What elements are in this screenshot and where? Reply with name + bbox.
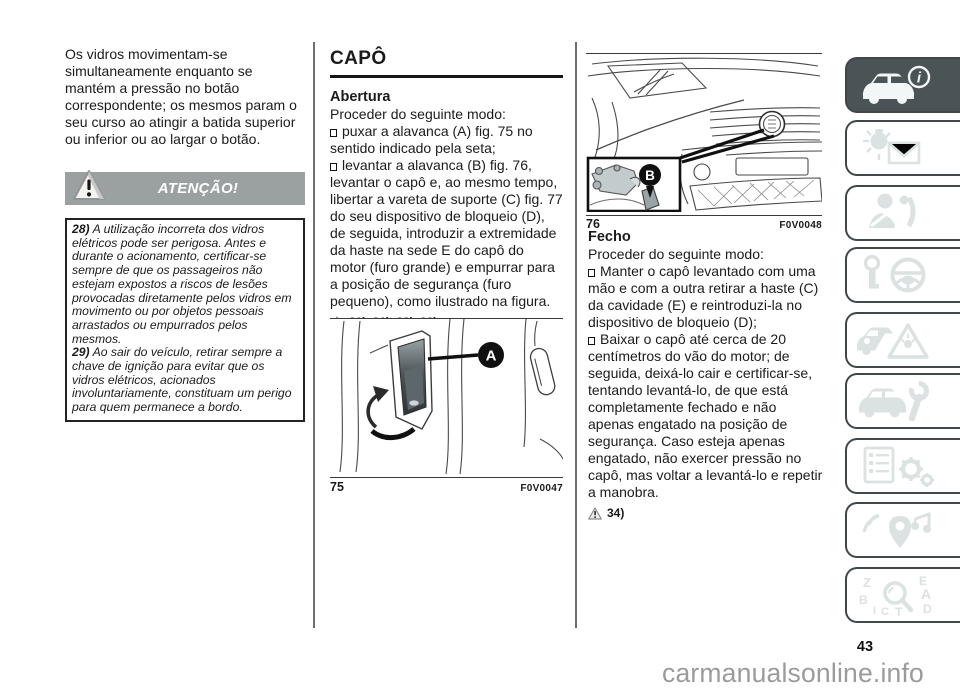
warning-triangle-icon [72,169,106,208]
reference-numbers: 34) [607,506,625,520]
column-divider [575,42,577,628]
sidebar-tab-vehicle-info[interactable] [845,57,960,113]
step-text: levantar a alavanca (B) fig. 76, levantar o capô e, ao mesmo tempo, libertar a vareta de suporte (C) fig. 77 do seu dispositivo de bloqueio (D), de seguida, introduzir a extremidade da haste na sede E do capô do motor (furo grande) e empurrar para a posição de segurança (furo pequeno), como ilustrado na figura. [330,157,563,309]
subsection-title: Fecho [588,229,631,245]
sidebar-tab-dashboard-lights[interactable] [845,120,960,176]
warning-text: Ao sair do veículo, retirar sempre a chave de ignição para evitar que os vidros elétricos, acionados involuntariamente, constituam um perigo para quem permanece a bordo. [72,345,292,415]
small-warning-triangle-icon [588,507,602,520]
warning-number: 29) [72,345,90,360]
alphabetical-index-icon [857,574,945,616]
svg-text:C: C [881,606,889,616]
figure-75-label: A [485,347,497,365]
svg-text:I: I [873,605,877,616]
page-number: 43 [856,639,874,655]
figure-75-caption [330,480,563,494]
procedure-intro: Proceder do seguinte modo: [588,246,764,262]
left-column [65,46,305,422]
car-maintenance-wrench-icon [857,380,945,422]
procedure-step [588,331,824,501]
figure-code: F0V0048 [779,220,822,231]
step-text: Manter o capô levantado com uma mão e com a outra retirar a haste (C) da cavidade (E) e reintroduzi-la no dispositivo de bloqueio (D); [588,263,819,330]
figure-76-hood-latch [586,53,822,216]
key-steering-wheel-icon [857,254,945,296]
step-bullet-icon [588,337,595,345]
emergency-triangle-icon [857,319,945,361]
subsection-title: Abertura [330,89,391,105]
vehicle-info-icon [857,64,945,106]
warning-references [588,506,824,520]
procedure-step [330,123,563,157]
procedure-intro: Proceder do seguinte modo: [330,106,506,122]
sidebar-tab-multimedia[interactable] [845,502,960,558]
section-title: CAPÔ [330,48,563,78]
watermark: carmanualsonline.info [662,658,924,688]
step-bullet-icon [588,269,595,277]
figure-76-label: B [645,168,655,183]
procedure-step [330,157,563,310]
step-bullet-icon [330,163,337,171]
figure-code: F0V0047 [520,483,563,494]
warning-number: 28) [72,222,90,236]
attention-header [65,172,305,205]
middle-column [330,48,563,329]
sidebar-tab-maintenance[interactable] [845,373,960,429]
right-column [588,229,824,520]
svg-text:i: i [916,69,922,87]
figure-75-hood-release-lever [330,318,563,478]
svg-text:T: T [895,605,903,616]
svg-text:Z: Z [863,575,871,590]
multimedia-navigation-icon [857,509,945,551]
svg-text:A: A [921,586,932,602]
procedure-step [588,263,824,331]
step-bullet-icon [330,129,337,137]
step-text: puxar a alavanca (A) fig. 75 no sentido indicado pela seta; [330,123,533,156]
intro-paragraph: Os vidros movimentam-se simultaneamente enquanto se mantém a pressão no botão correspondente; os mesmos param o seu curso ao atingir a batida superior ou inferior ou ao largar o botão. [65,46,297,147]
sidebar-tab-starting-driving[interactable] [845,247,960,303]
warning-text: A utilização incorreta dos vidros elétricos pode ser perigosa. Antes e durante o acionamento, certificar-se sempre de que os passageiros não estejam expostos a riscos de lesões provocadas diretamente pelos vidros em movimento ou por objetos pessoais arrastados ou empurrados pelos mesmos. [72,222,292,346]
sidebar-tab-emergency[interactable] [845,312,960,368]
sidebar-tab-technical-data[interactable] [845,438,960,494]
safety-seatbelt-icon [857,192,945,234]
step-text: Baixar o capô até cerca de 20 centímetros do vão do motor; de seguida, deixá-lo cair e certificar-se, tentando levantá-lo, de que está completamente fechado e não apenas engatado na posição de segurança. Caso esteja apenas engatado, não exercer pressão no capô, mas voltar a levantá-lo e repetir a manobra. [588,331,823,500]
attention-label: ATENÇÃO! [157,180,239,197]
svg-text:E: E [919,574,928,588]
svg-text:D: D [923,602,932,616]
sidebar-tab-safety[interactable] [845,185,960,241]
column-divider [313,42,315,628]
dashboard-warning-lights-icon [857,127,945,169]
figure-number: 75 [330,480,344,494]
figure-number: 76 [586,217,600,231]
warning-item [72,223,298,346]
technical-data-gears-icon [857,445,945,487]
warning-box [65,218,305,422]
svg-text:B: B [859,593,868,607]
sidebar-tab-index[interactable] [845,567,960,623]
warning-item [72,346,298,415]
